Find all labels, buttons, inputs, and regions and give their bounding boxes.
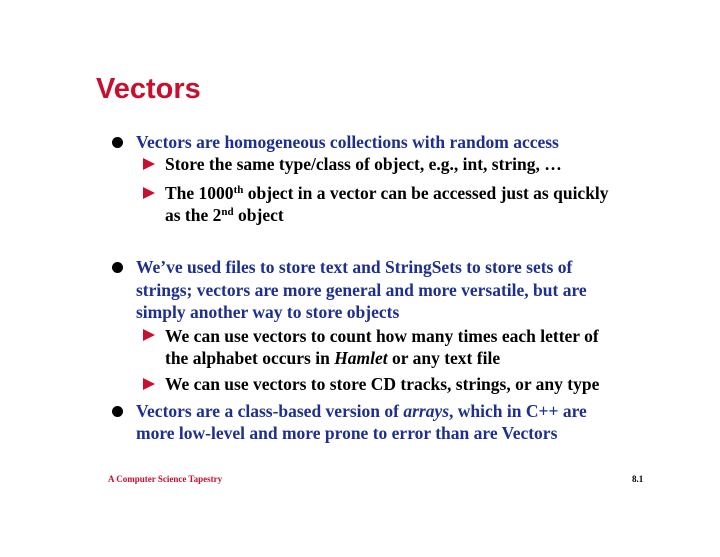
bullet-2-line3: simply another way to store objects: [136, 302, 400, 322]
bullet-dot: [112, 137, 123, 148]
bullet-1-text: Vectors are homogeneous collections with random access: [136, 132, 559, 152]
sub-bullet-1-1: Store the same type/class of object, e.g., int, string, …: [165, 154, 562, 174]
bullet-2-line2: strings; vectors are more general and more versatile, but are: [136, 280, 587, 300]
bullet-dot: [112, 262, 123, 273]
arrow-bullet-icon: [143, 329, 155, 341]
footer-book-title: A Computer Science Tapestry: [108, 474, 223, 484]
arrow-bullet-icon: [143, 187, 155, 199]
sub-bullet-2-2: We can use vectors to store CD tracks, strings, or any type: [165, 374, 600, 394]
sub-bullet-1-2-line1: The 1000th object in a vector can be accessed just as quickly: [165, 183, 609, 203]
sub-bullet-2-1-line2: the alphabet occurs in Hamlet or any text file: [165, 348, 501, 368]
arrow-bullet-icon: [143, 378, 155, 390]
bullet-dot: [112, 406, 123, 417]
bullet-3-line1: Vectors are a class-based version of arrays, which in C++ are: [136, 401, 587, 421]
footer-slide-number: 8.1: [632, 474, 644, 484]
sub-bullet-2-1-line1: We can use vectors to count how many times each letter of: [165, 326, 599, 346]
arrow-bullet-icon: [143, 158, 155, 170]
bullet-3-line2: more low-level and more prone to error than are Vectors: [136, 423, 558, 443]
slide-title: Vectors: [96, 73, 201, 105]
sub-bullet-1-2-line2: as the 2nd object: [165, 205, 284, 225]
bullet-2-line1: We’ve used files to store text and StringSets to store sets of: [136, 257, 573, 277]
